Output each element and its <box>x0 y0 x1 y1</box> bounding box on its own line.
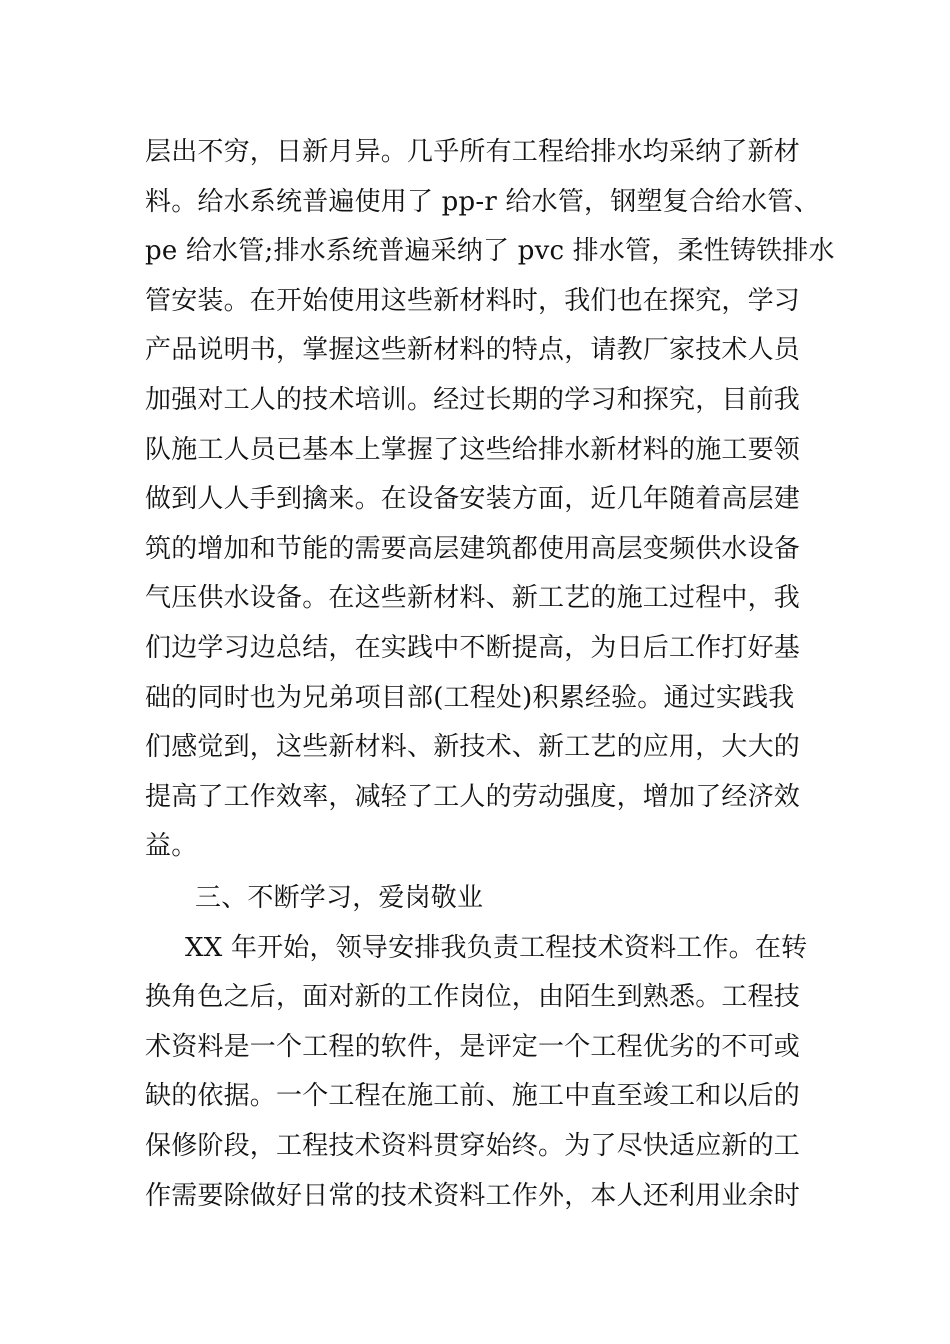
section-learning <box>145 874 825 1221</box>
text-line: 础的同时也为兄弟项目部(工程处)积累经验。通过实践我 <box>145 682 795 713</box>
text-line: 作需要除做好日常的技术资料工作外，本人还利用业余时 <box>145 1180 801 1211</box>
text-line: 加强对工人的技术培训。经过长期的学习和探究，目前我 <box>145 384 801 415</box>
text-line: pe 给水管;排水系统普遍采纳了 pvc 排水管，柔性铸铁排水 <box>145 236 835 267</box>
text-line: XX 年开始，领导安排我负责工程技术资料工作。在转 <box>185 932 808 963</box>
text-line: 管安装。在开始使用这些新材料时，我们也在探究，学习 <box>145 285 801 316</box>
text-line: 做到人人手到擒来。在设备安装方面，近几年随着高层建 <box>145 484 801 515</box>
text-line: 换角色之后，面对新的工作岗位，由陌生到熟悉。工程技 <box>145 982 801 1013</box>
text-line: 术资料是一个工程的软件，是评定一个工程优劣的不可或 <box>145 1031 801 1062</box>
text-line: 层出不穷，日新月异。几乎所有工程给排水均采纳了新材 <box>145 137 801 167</box>
section-heading: 三、不断学习，爱岗敬业 <box>195 883 484 913</box>
paragraph-materials <box>145 128 835 872</box>
text-line: 产品说明书，掌握这些新材料的特点，请教厂家技术人员 <box>145 335 801 366</box>
text-line: 保修阶段，工程技术资料贯穿始终。为了尽快适应新的工 <box>145 1130 801 1161</box>
text-line: 们感觉到，这些新材料、新技术、新工艺的应用，大大的 <box>145 732 801 763</box>
text-line: 们边学习边总结，在实践中不断提高，为日后工作打好基 <box>145 632 801 663</box>
text-line: 料。给水系统普遍使用了 pp-r 给水管，钢塑复合给水管、 <box>145 186 820 217</box>
text-line: 气压供水设备。在这些新材料、新工艺的施工过程中，我 <box>145 583 801 614</box>
text-line: 筑的增加和节能的需要高层建筑都使用高层变频供水设备 <box>145 533 801 564</box>
text-line: 队施工人员已基本上掌握了这些给排水新材料的施工要领 <box>145 434 801 465</box>
text-line: 益。 <box>145 831 198 862</box>
text-line: 缺的依据。一个工程在施工前、施工中直至竣工和以后的 <box>145 1081 801 1112</box>
text-line: 提高了工作效率，减轻了工人的劳动强度，增加了经济效 <box>145 781 801 812</box>
